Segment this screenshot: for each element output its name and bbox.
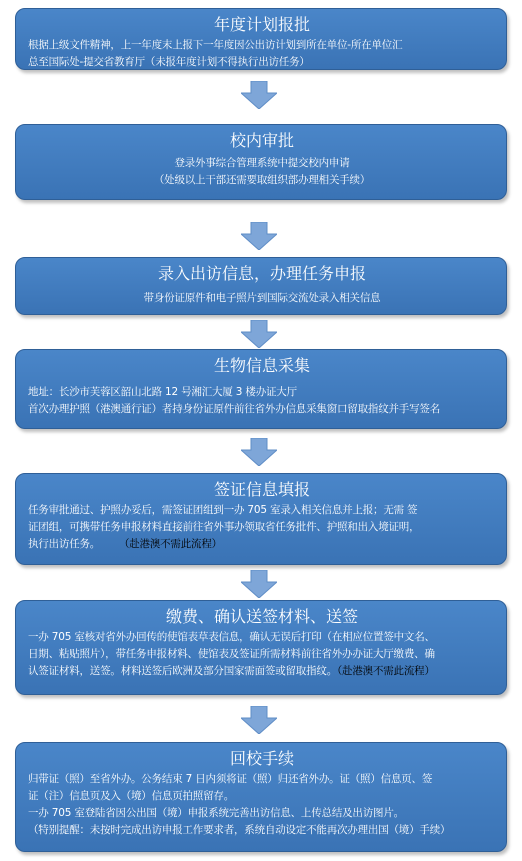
step-text-line: 一办 705 室核对省外办回传的使馆表草表信息，确认无误后打印（在相应位置签中文名、: [28, 631, 435, 643]
step-title: 回校手续: [229, 749, 294, 768]
step-text-line: 日期、粘贴照片），带任务申报材料、使馆表及签证所需材料前往省外办办证大厅缴费、确: [28, 648, 435, 660]
step-text-line: 归带证（照）至省外办。公务结束 7 日内须将证（照）归还省外办。证（照）信息页、签: [28, 773, 433, 785]
step-text-line-with-note: [28, 663, 496, 680]
step-text-line-with-note: [28, 536, 496, 553]
step-visit-info-entry: [15, 257, 507, 315]
hk-macao-note: （赴港澳不需此流程）: [118, 538, 222, 550]
step-text-line: （处级以上干部还需要取组织部办理相关手续）: [153, 174, 371, 186]
step-text-line: 证（注）信息页及入（境）信息页拍照留存。: [28, 790, 234, 802]
down-arrow-icon: [241, 222, 277, 250]
step-text-line: 首次办理护照（港澳通行证）者持身份证原件前往省外办信息采集窗口留取指纹并手写签名: [28, 403, 440, 415]
step-visa-info-filing: [15, 473, 507, 565]
hk-macao-note: （赴港澳不需此流程）: [337, 665, 435, 677]
step-title: 录入出访信息，办理任务申报: [157, 264, 366, 283]
step-text-line: 证团组，可携带任务申报材料直接前往省外事办领取省任务批件、护照和出入境证明，: [28, 521, 420, 533]
step-text: 执行出访任务。: [28, 538, 101, 550]
step-title: 缴费、确认送签材料、送签: [165, 607, 358, 626]
step-text-line: 任务审批通过、护照办妥后，需签证团组到一办 705 室录入相关信息并上报；无需 签: [28, 504, 418, 516]
step-text-line: 一办 705 室登陆省因公出国（境）申报系统完善出访信息、上传总结及出访图片。: [28, 807, 404, 819]
step-annual-plan: [15, 8, 507, 70]
step-text-line: 带身份证原件和电子照片到国际交流处录入相关信息: [143, 292, 381, 304]
down-arrow-icon: [241, 320, 277, 348]
step-campus-approval: [15, 124, 507, 200]
down-arrow-icon: [241, 570, 277, 598]
step-text-line: 登录外事综合管理系统中提交校内申请: [174, 157, 350, 169]
down-arrow-icon: [241, 438, 277, 466]
step-title: 年度计划报批: [213, 15, 310, 34]
step-title: 生物信息采集: [213, 356, 310, 375]
step-biometric-collection: [15, 349, 507, 429]
step-text-line: 根据上级文件精神，上一年度末上报下一年度因公出访计划到所在单位-所在单位汇: [28, 39, 403, 51]
step-text: 认签证材料，送签。材料送签后欧洲及部分国家需面签或留取指纹。: [28, 665, 337, 677]
down-arrow-icon: [241, 706, 277, 734]
step-return-procedures: [15, 742, 507, 852]
step-title: 校内审批: [229, 131, 294, 150]
step-fee-and-submission: [15, 600, 507, 695]
step-text-line: 地址：长沙市芙蓉区韶山北路 12 号湘汇大厦 3 楼办证大厅: [28, 386, 297, 398]
step-text-line: 总至国际处-提交省教育厅（未报年度计划不得执行出访任务）: [28, 56, 310, 68]
down-arrow-icon: [241, 81, 277, 109]
special-reminder: （特别提醒：未按时完成出访申报工作要求者，系统自动设定不能再次办理出国（境）手续）: [28, 824, 451, 836]
step-title: 签证信息填报: [213, 480, 310, 499]
